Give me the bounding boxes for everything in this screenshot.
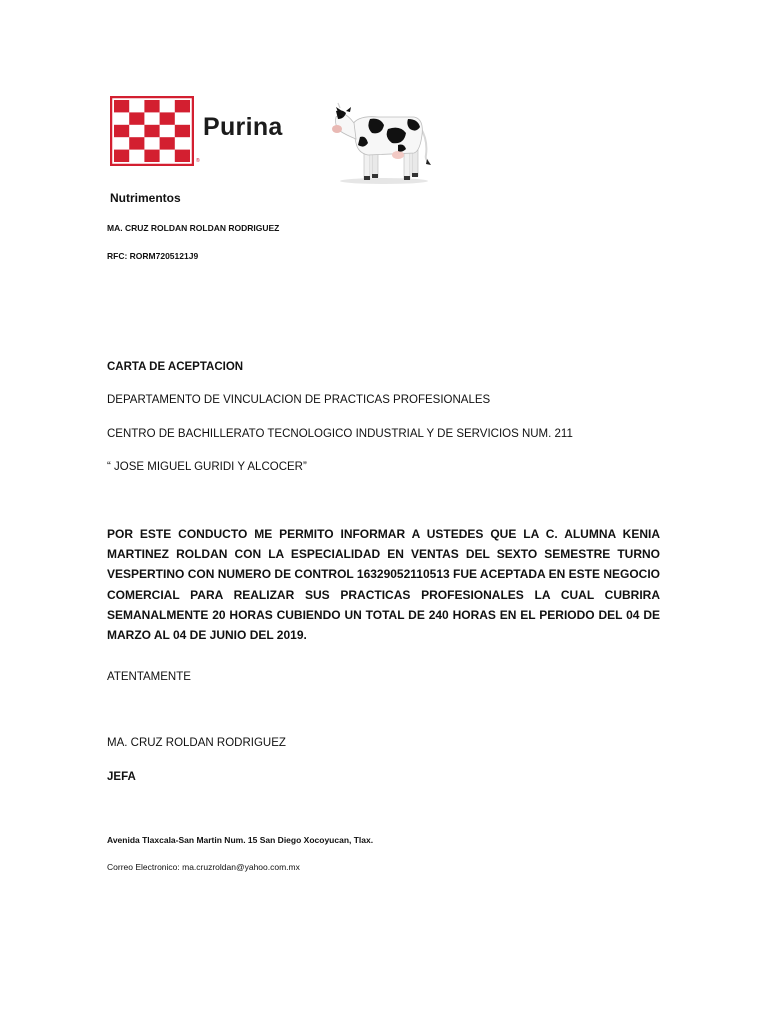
- recipient-department: DEPARTAMENTO DE VINCULACION DE PRACTICAS PROFESIONALES: [107, 394, 491, 406]
- signer-role: JEFA: [107, 771, 136, 783]
- trademark-symbol: ®: [196, 158, 200, 164]
- recipient-school-name: “ JOSE MIGUEL GURIDI Y ALCOCER”: [107, 461, 307, 473]
- footer-email: Correo Electronico: ma.cruzroldan@yahoo.com.mx: [107, 862, 300, 872]
- letter-title: CARTA DE ACEPTACION: [107, 361, 244, 373]
- recipient-school: CENTRO DE BACHILLERATO TECNOLOGICO INDUSTRIAL Y DE SERVICIOS NUM. 211: [107, 428, 573, 440]
- issuer-name: MA. CRUZ ROLDAN ROLDAN RODRIGUEZ: [107, 223, 280, 233]
- footer-address: Avenida Tlaxcala-San Martin Num. 15 San Diego Xocoyucan, Tlax.: [107, 835, 374, 845]
- closing-salutation: ATENTAMENTE: [107, 671, 191, 683]
- signer-name: MA. CRUZ ROLDAN RODRIGUEZ: [107, 737, 286, 749]
- letter-body: POR ESTE CONDUCTO ME PERMITO INFORMAR A USTEDES QUE LA C. ALUMNA KENIA MARTINEZ ROLDAN CON LA ESPECIALIDAD EN VENTAS DEL SEXTO SEMESTRE TURNO VESPERTINO CON NUMERO DE CONTROL 16329052110513 FUE ACEPTADA EN ESTE NEGOCIO COMERCIAL PARA REALIZAR SUS PRACTICAS PROFESIONALES LA CUAL CUBRIRA SEMANALMENTE 20 HORAS CUBIENDO UN TOTAL DE 240 HORAS EN EL PERIODO DEL 04 DE MARZO AL 04 DE JUNIO DEL 2019.: [107, 527, 660, 643]
- purina-logo-icon: [110, 96, 194, 166]
- brand-name: Purina: [203, 113, 283, 141]
- issuer-rfc: RFC: RORM7205121J9: [107, 251, 199, 261]
- company-subtitle: Nutrimentos: [110, 191, 181, 205]
- holstein-cow-icon: [328, 99, 436, 185]
